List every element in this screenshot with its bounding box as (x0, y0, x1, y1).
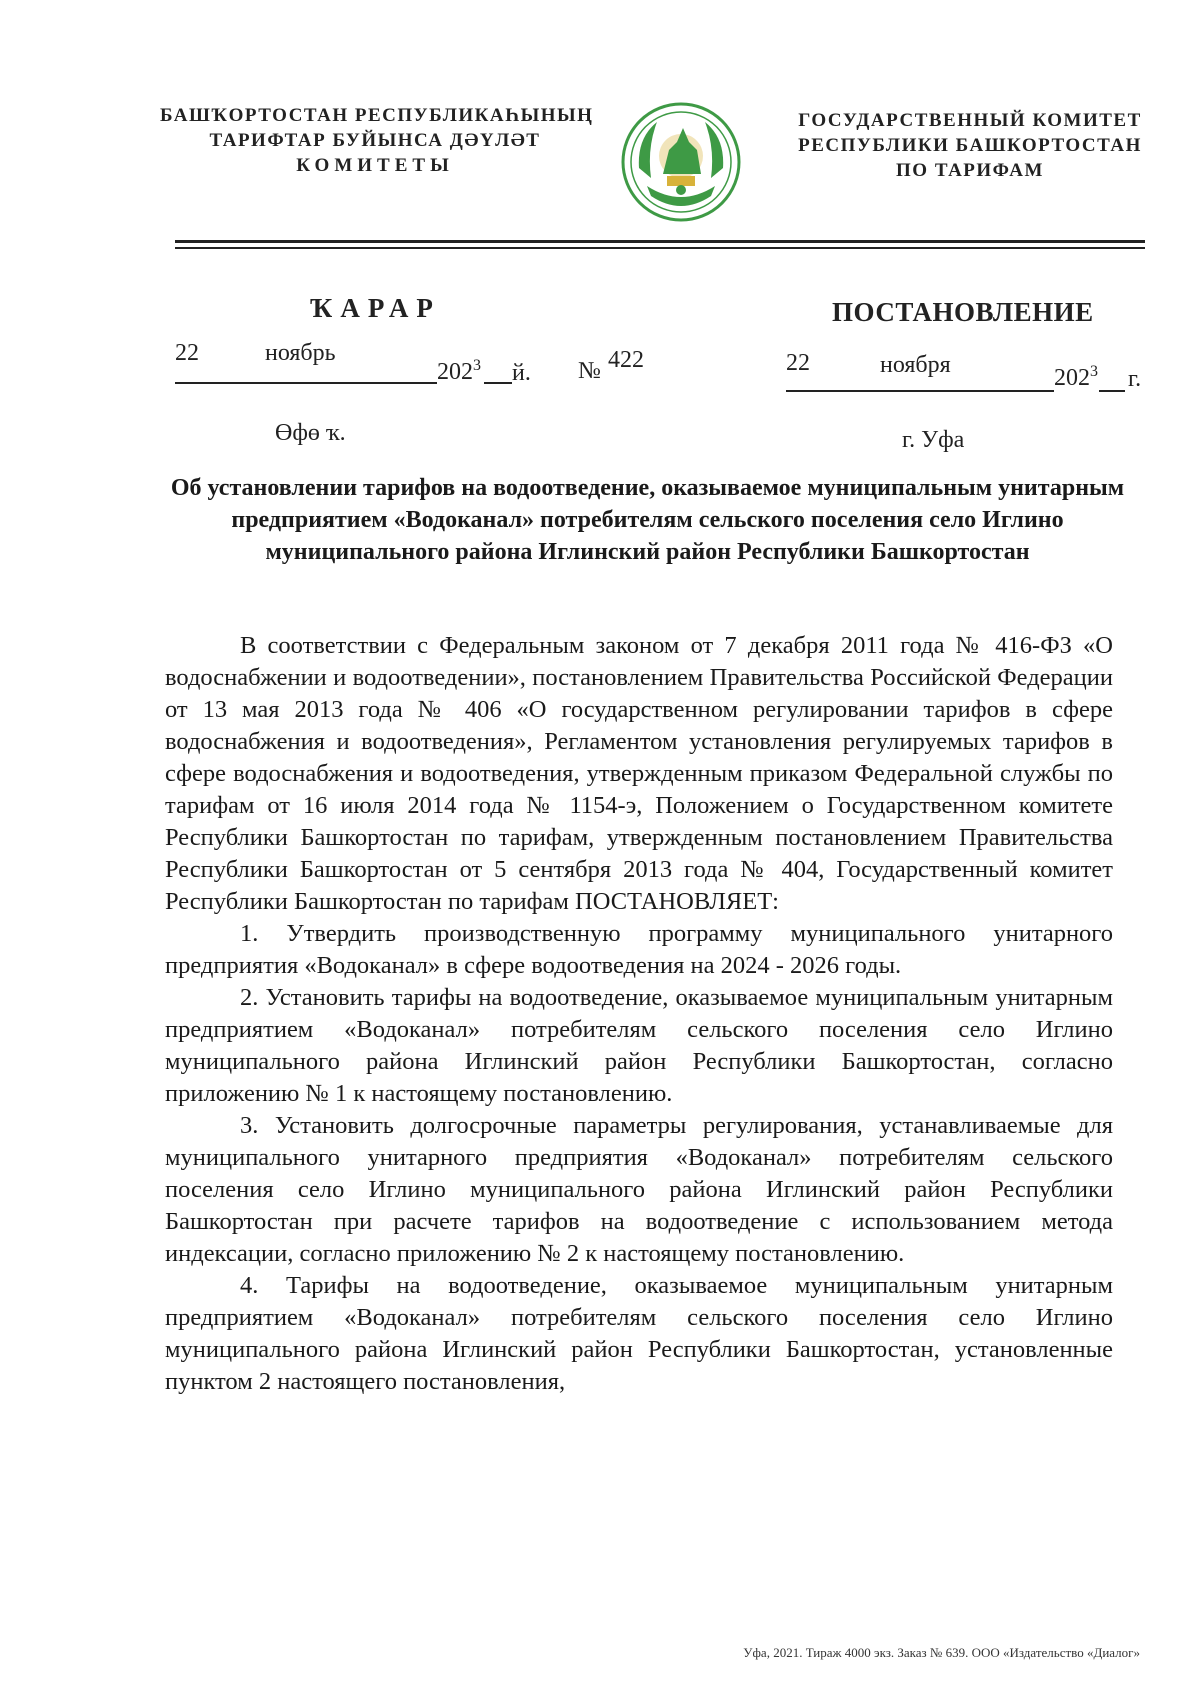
item-1: 1. Утвердить производственную программу муниципального унитарного предприятия «Водоканал» в сфере водоотведения на 2024 - 2026 годы. (165, 920, 1113, 979)
header-right-line-3: ПО ТАРИФАМ (896, 160, 1044, 181)
item-4: 4. Тарифы на водоотведение, оказываемое муниципальным унитарным предприятием «Водоканал» потребителям сельского поселения село Иглино муниципального района Иглинский район Республики Башкортостан, установленные пунктом 2 настоящего постановления, (165, 1272, 1113, 1395)
item-2: 2. Установить тарифы на водоотведение, оказываемое муниципальным унитарным предприятием «Водоканал» потребителям сельского поселения село Иглино муниципального района Иглинский район Республики Башкортостан, согласно приложению № 1 к настоящему постановлению. (165, 984, 1113, 1107)
left-year-prefix: 202 (437, 359, 473, 385)
header-divider-thin (175, 247, 1145, 249)
right-year-underline (1099, 390, 1125, 392)
city-bashkir: Өфө ҡ. (275, 420, 346, 446)
karar-title: ҠАРАР (310, 293, 441, 323)
right-year-suffix: г. (1128, 366, 1142, 392)
header-left-line-3: КОМИТЕТЫ (296, 155, 454, 176)
document-number: 422 (608, 347, 644, 373)
header-right-russian (780, 108, 1160, 183)
left-date-day: 22 (175, 340, 199, 366)
left-year-underline (484, 382, 512, 384)
left-year-digit: 3 (473, 357, 481, 374)
postanovlenie-title: ПОСТАНОВЛЕНИЕ (832, 297, 1094, 327)
right-date-day: 22 (786, 350, 810, 376)
left-date-month: ноябрь (265, 340, 336, 366)
header-left-line-1: БАШҠОРТОСТАН РЕСПУБЛИКАҺЫНЫҢ (160, 105, 594, 126)
left-date-underline (175, 382, 437, 384)
header-divider-thick (175, 240, 1145, 243)
document-title: Об установлении тарифов на водоотведение, оказываемое муниципальным унитарным предприятием «Водоканал» потребителям сельского поселения село Иглино муниципального района Иглинский район Республики Башкортостан (170, 475, 1125, 565)
right-year-digit: 3 (1090, 363, 1098, 380)
item-3: 3. Установить долгосрочные параметры регулирования, устанавливаемые для муниципального унитарного предприятия «Водоканал» потребителям сельского поселения село Иглино муниципального района Иглинский район Республики Башкортостан при расчете тарифов на водоотведение с использованием метода индексации, согласно приложению № 2 к настоящему постановлению. (165, 1112, 1113, 1267)
header-right-line-2: РЕСПУБЛИКИ БАШКОРТОСТАН (798, 135, 1142, 156)
right-date-month: ноября (880, 352, 951, 378)
document-number-label: № (578, 358, 601, 384)
city-russian: г. Уфа (902, 427, 965, 453)
coat-of-arms-emblem-icon (617, 98, 745, 226)
print-imprint-note: Уфа, 2021. Тираж 4000 экз. Заказ № 639. ООО «Издательство «Диалог» (743, 1645, 1140, 1660)
preamble-paragraph: В соответствии с Федеральным законом от 7 декабря 2011 года № 416-ФЗ «О водоснабжении и водоотведении», постановлением Правительства Российской Федерации от 13 мая 2013 года № 406 «О государственном регулировании тарифов в сфере водоснабжения и водоотведения», Регламентом установления регулируемых тарифов в сфере водоснабжения и водоотведения, утвержденным приказом Федеральной службы по тарифам от 16 июля 2014 года № 1154-э, Положением о Государственном комитете Республики Башкортостан по тарифам, утвержденным постановлением Правительства Республики Башкортостан от 5 сентября 2013 года № 404, Государственный комитет Республики Башкортостан по тарифам ПОСТАНОВЛЯЕТ: (165, 632, 1113, 915)
left-year-suffix: й. (512, 360, 531, 386)
right-year-prefix: 202 (1054, 365, 1090, 391)
document-body (165, 630, 1113, 1398)
header-left-line-2: ТАРИФТАР БУЙЫНСА ДӘҮЛӘТ (209, 130, 541, 151)
header-right-line-1: ГОСУДАРСТВЕННЫЙ КОМИТЕТ (798, 110, 1142, 131)
left-date-year (437, 357, 481, 386)
right-date-underline (786, 390, 1054, 392)
header-left-bashkir (160, 103, 594, 178)
right-date-year (1054, 363, 1098, 392)
